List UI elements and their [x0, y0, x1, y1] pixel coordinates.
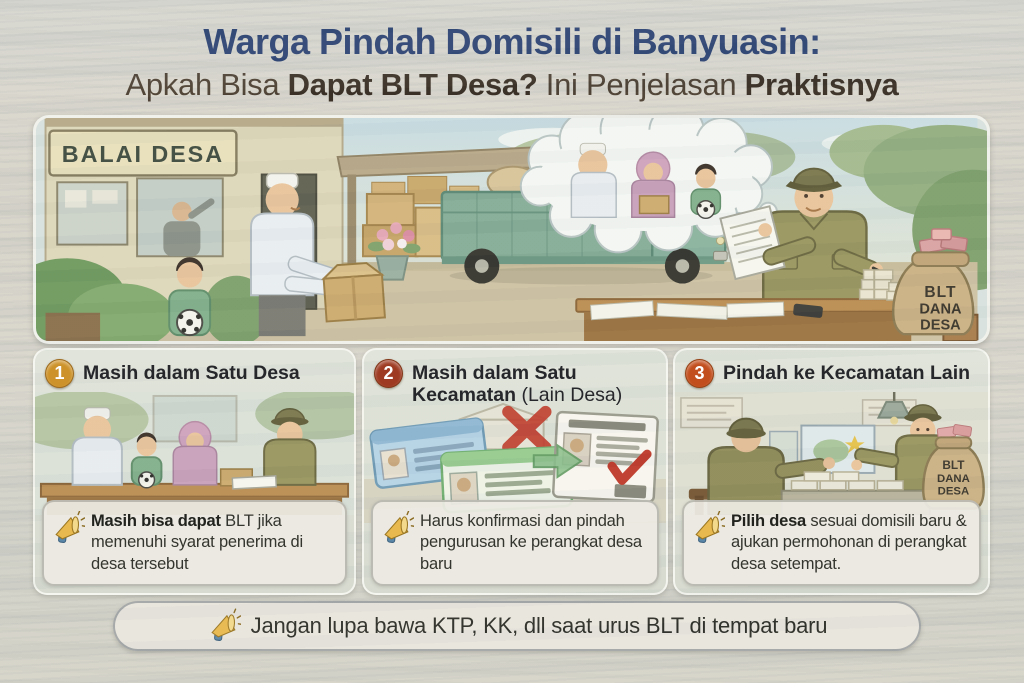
step-2-header: [374, 359, 661, 406]
step-3-badge: [685, 359, 714, 388]
step-2-title-line2-rest: (Lain Desa): [521, 384, 623, 407]
note-bold-part: Pilih desa: [731, 511, 807, 530]
note-rest-part: sesuai domisili baru & ajukan permohonan di perangkat desa setempat.: [731, 511, 967, 573]
step-2-badge: [374, 359, 403, 388]
step-3-title: Pindah ke Kecamatan Lain: [723, 362, 971, 384]
note-rest-part: BLT jika memenuhi syarat penerima di desa tersebut: [91, 511, 303, 573]
main-illustration: [33, 115, 990, 344]
step-3-header: [685, 359, 983, 388]
step-2-title: [412, 359, 622, 406]
note-rest-part: Harus konfirmasi dan pindah pengurusan ke perangkat desa baru: [420, 511, 642, 573]
subtitle-part-bold: Praktisnya: [744, 67, 899, 102]
megaphone-icon: [380, 511, 414, 545]
money-bag-small-label-1: BLT: [942, 458, 965, 473]
step-3-number: 3: [694, 363, 705, 383]
main-illustration-scene: [36, 118, 987, 341]
subtitle-part: Ini Penjelasan: [537, 67, 745, 102]
step-3-illustration: [675, 392, 988, 515]
step-2-title-line2-bold: Kecamatan: [412, 384, 522, 407]
subtitle-part-bold: Dapat BLT Desa?: [287, 67, 538, 102]
step-2-note-text: [420, 511, 648, 575]
money-bag-small-label-2: DANA: [937, 472, 970, 485]
cardboard-box: [323, 262, 385, 321]
money-bag-label-1: BLT: [924, 284, 957, 302]
step-1-note: [42, 500, 347, 586]
money-bag-label-3: DESA: [920, 317, 961, 334]
step-1-number: 1: [54, 363, 65, 383]
page-subtitle: [0, 67, 1024, 103]
money-bag-label-2: DANA: [919, 301, 962, 318]
step-panel-2: [362, 348, 668, 595]
step-1-title: Masih dalam Satu Desa: [83, 362, 300, 384]
megaphone-icon: [691, 511, 725, 545]
page-title: Warga Pindah Domisili di Banyuasin:: [203, 21, 821, 62]
step-panel-1: [33, 348, 356, 595]
step-3-note: [682, 500, 981, 586]
step-2-note: [371, 500, 659, 586]
note-bold-part: Masih bisa dapat: [91, 511, 221, 530]
step-panel-3: [673, 348, 990, 595]
step-1-note-text: [91, 511, 336, 575]
step-1-header: [45, 359, 349, 388]
step-1-illustration: [35, 392, 354, 515]
balai-desa-sign-text: BALAI DESA: [61, 140, 225, 167]
subtitle-part: Apkah Bisa: [125, 67, 288, 102]
footer-reminder-banner: [113, 601, 921, 651]
step-2-number: 2: [383, 363, 394, 383]
megaphone-icon: [207, 607, 241, 645]
step-1-badge: [45, 359, 74, 388]
footer-reminder-text: Jangan lupa bawa KTP, KK, dll saat urus BLT di tempat baru: [250, 613, 828, 638]
balai-desa-sign: [49, 131, 236, 176]
step-2-title-line1: Masih dalam Satu: [412, 362, 577, 384]
money-bag-small-label-3: DESA: [937, 485, 970, 498]
megaphone-icon: [51, 511, 85, 545]
step-3-note-text: [731, 511, 970, 575]
